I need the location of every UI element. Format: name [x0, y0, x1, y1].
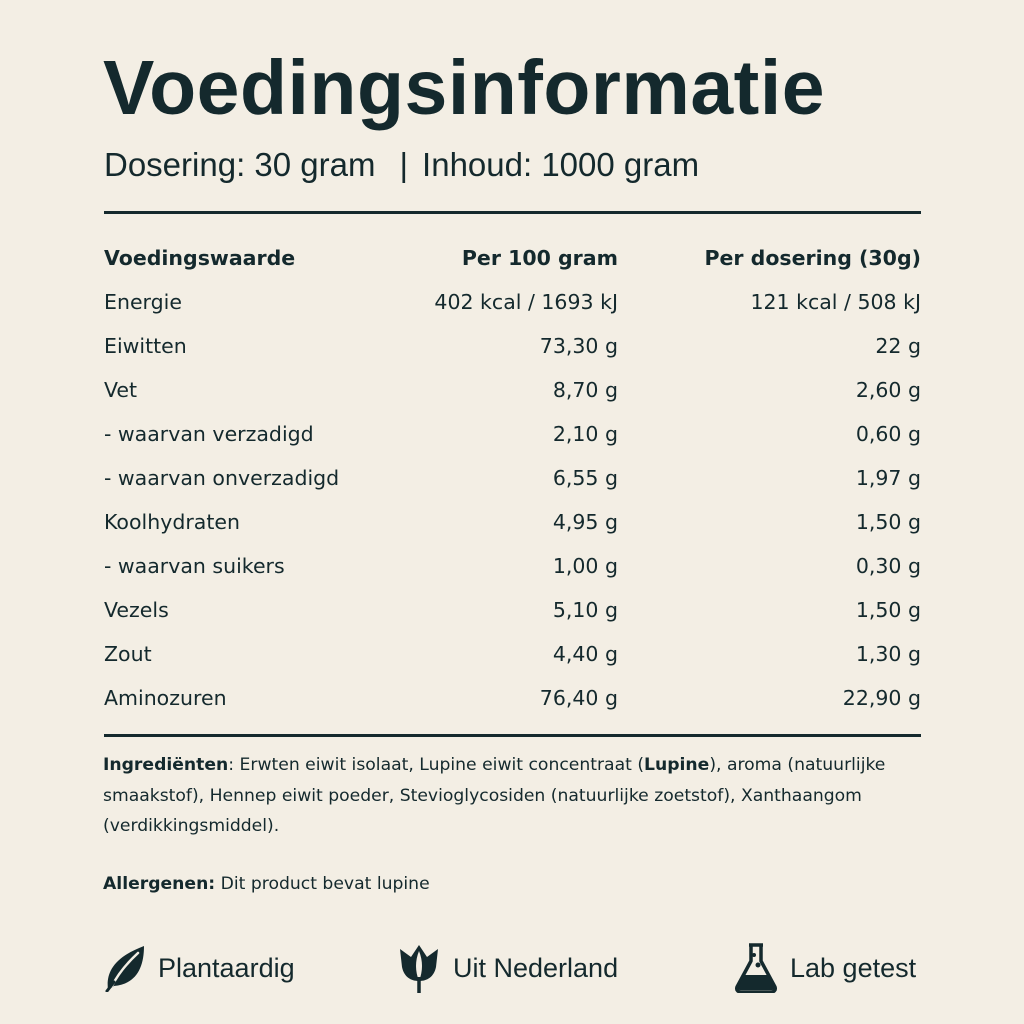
value-per-dosering: 22,90 g: [842, 686, 921, 710]
table-row: [104, 368, 921, 412]
allergens-label: Allergenen:: [103, 874, 216, 894]
nutrient-name: Vezels: [104, 598, 169, 622]
value-per-dosering: 22 g: [875, 334, 921, 358]
nutrient-name: - waarvan suikers: [104, 554, 285, 578]
nutrient-name: Energie: [104, 290, 182, 314]
value-per-dosering: 0,30 g: [855, 554, 921, 578]
value-per-100g: 402 kcal / 1693 kJ: [434, 290, 618, 314]
value-per-100g: 5,10 g: [552, 598, 618, 622]
value-per-100g: 76,40 g: [539, 686, 618, 710]
nutrient-name: Aminozuren: [104, 686, 227, 710]
feature-badges: [0, 942, 1024, 994]
ingredients-label: Ingrediënten: [103, 755, 229, 775]
value-per-100g: 2,10 g: [552, 422, 618, 446]
feature-label: Lab getest: [790, 952, 917, 983]
bottom-divider: [104, 734, 921, 737]
page-title: Voedingsinformatie: [103, 45, 826, 131]
header-per-100-gram: Per 100 gram: [461, 246, 618, 270]
subtitle-separator: |: [399, 146, 409, 183]
feature-lab-getest: [734, 942, 916, 994]
feature-uit-nederland: [397, 942, 618, 994]
value-per-100g: 1,00 g: [552, 554, 618, 578]
table-header-row: [104, 236, 921, 280]
table-row: [104, 500, 921, 544]
inhoud-text: Inhoud: 1000 gram: [422, 146, 700, 183]
table-row: [104, 588, 921, 632]
value-per-100g: 4,95 g: [552, 510, 618, 534]
value-per-dosering: 1,30 g: [855, 642, 921, 666]
value-per-dosering: 2,60 g: [855, 378, 921, 402]
header-per-dosering: Per dosering (30g): [704, 246, 921, 270]
ingredients-allergen-highlight: Lupine: [644, 755, 710, 775]
nutrient-name: Vet: [104, 378, 138, 402]
table-row: [104, 456, 921, 500]
value-per-dosering: 0,60 g: [855, 422, 921, 446]
nutrient-name: Eiwitten: [104, 334, 187, 358]
tulip-icon: [397, 943, 441, 993]
table-row: [104, 544, 921, 588]
feature-plantaardig: [104, 942, 295, 994]
feature-label: Uit Nederland: [453, 952, 619, 983]
value-per-100g: 73,30 g: [539, 334, 618, 358]
nutrition-table: [104, 236, 921, 720]
value-per-100g: 6,55 g: [552, 466, 618, 490]
value-per-100g: 8,70 g: [552, 378, 618, 402]
nutrient-name: - waarvan onverzadigd: [104, 466, 340, 490]
ingredients-part2: ), aroma (natuurlijke smaakstof), Hennep eiwit poeder, Stevioglycosiden (natuurlijke zoetstof), Xanthaangom (verdikkingsmiddel).: [103, 755, 886, 836]
value-per-dosering: 1,97 g: [855, 466, 921, 490]
subtitle: [104, 145, 699, 185]
allergens-text: [103, 869, 430, 899]
header-voedingswaarde: Voedingswaarde: [104, 246, 296, 270]
nutrient-name: Koolhydraten: [104, 510, 240, 534]
leaf-icon: [104, 944, 146, 992]
table-row: [104, 412, 921, 456]
nutrient-name: - waarvan verzadigd: [104, 422, 314, 446]
table-row: [104, 632, 921, 676]
table-row: [104, 676, 921, 720]
nutrition-table-body: [104, 280, 921, 720]
table-row: [104, 324, 921, 368]
value-per-100g: 4,40 g: [552, 642, 618, 666]
ingredients-text: [103, 750, 933, 842]
allergens-value: Dit product bevat lupine: [215, 874, 430, 894]
dosering-text: Dosering: 30 gram: [104, 146, 376, 183]
ingredients-part1: : Erwten eiwit isolaat, Lupine eiwit concentraat (: [228, 755, 645, 775]
value-per-dosering: 121 kcal / 508 kJ: [750, 290, 921, 314]
feature-label: Plantaardig: [158, 952, 295, 983]
flask-icon: [734, 943, 778, 993]
value-per-dosering: 1,50 g: [855, 510, 921, 534]
nutrient-name: Zout: [104, 642, 152, 666]
top-divider: [104, 211, 921, 214]
value-per-dosering: 1,50 g: [855, 598, 921, 622]
table-row: [104, 280, 921, 324]
